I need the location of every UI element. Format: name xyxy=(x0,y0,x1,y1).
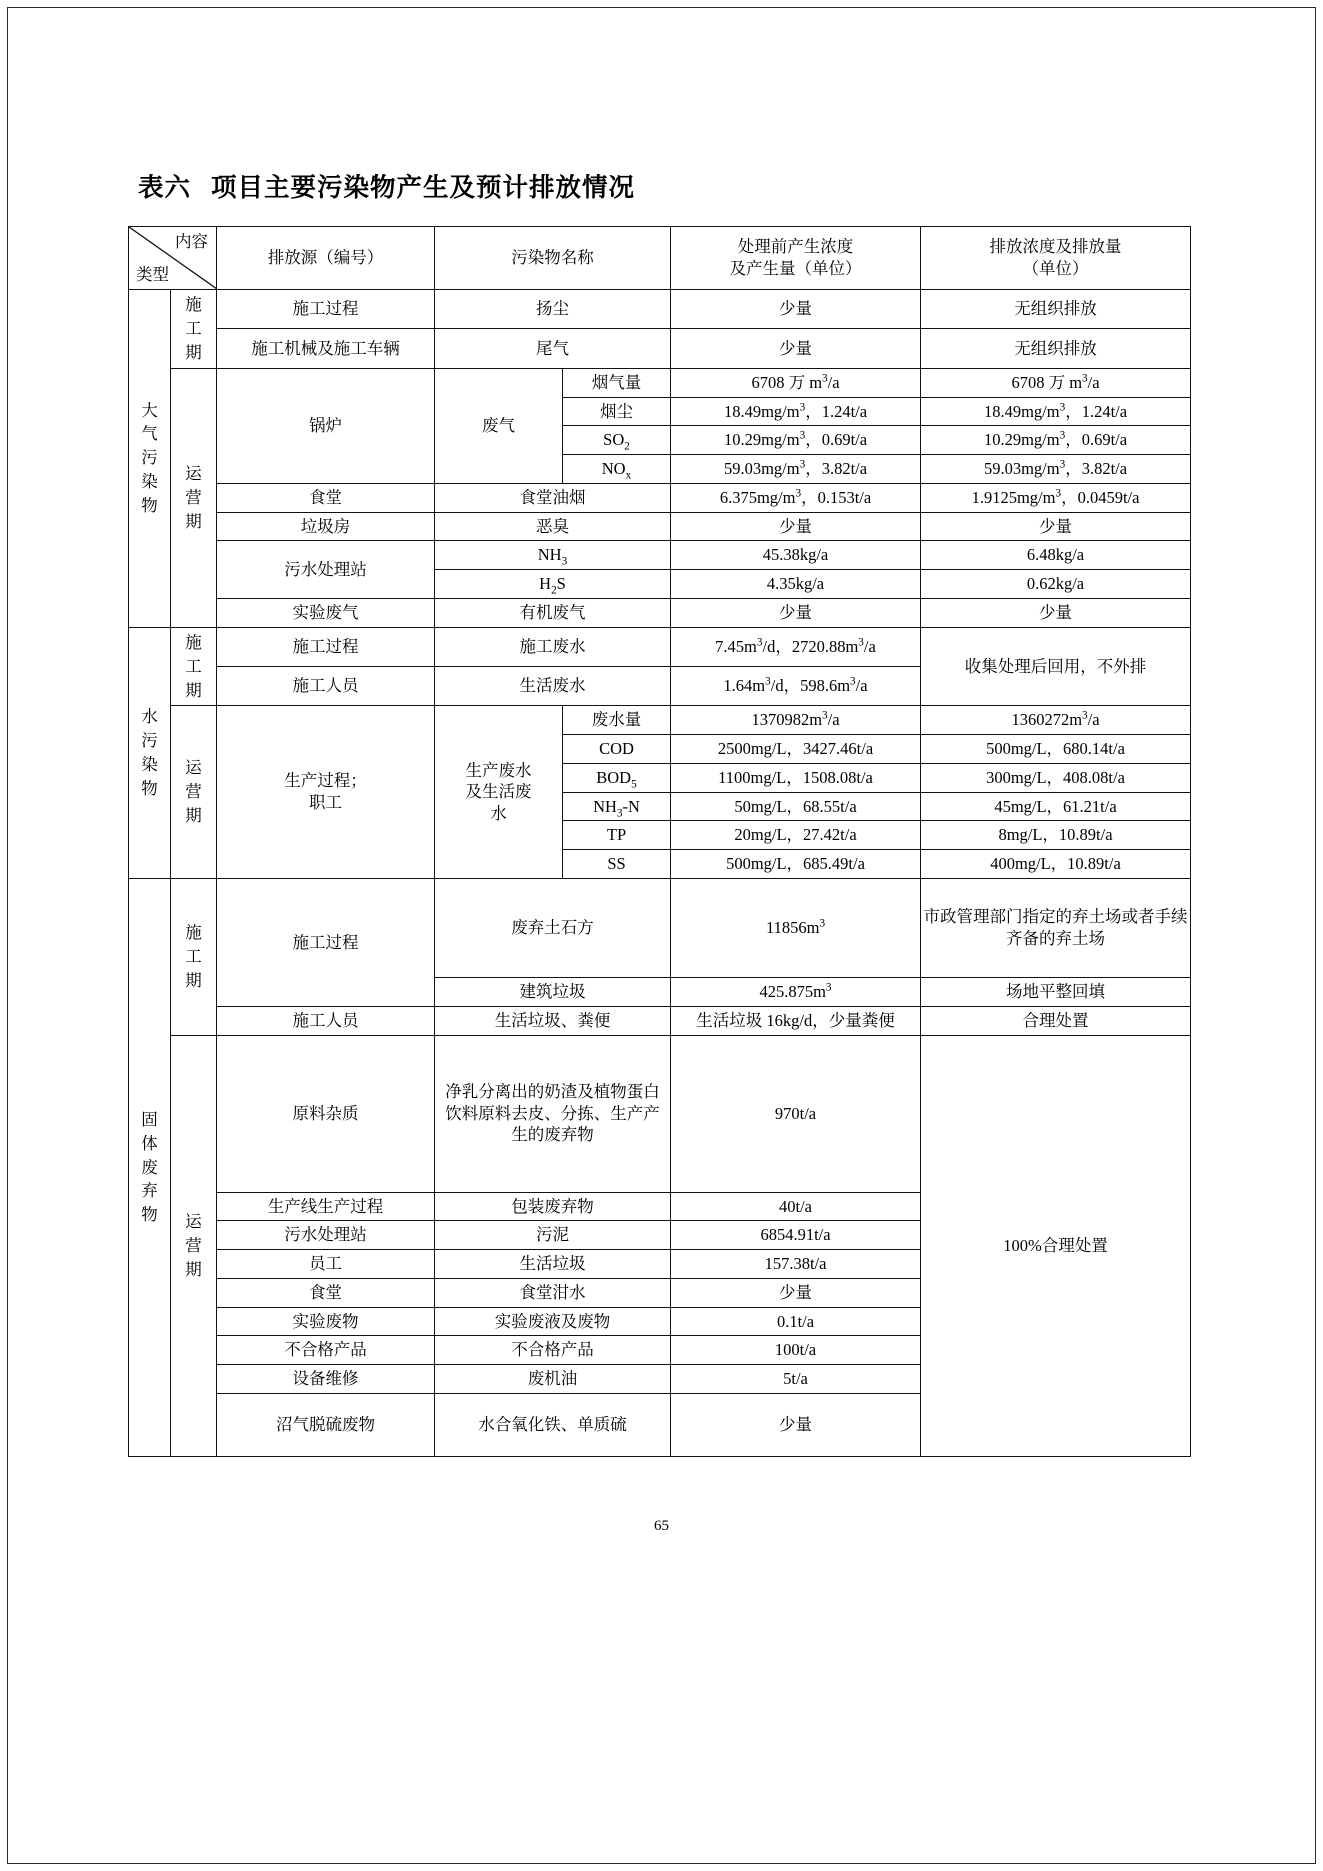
cell-pollutant: 尾气 xyxy=(435,329,671,368)
phase-water-construction-label: 施 工 期 xyxy=(185,632,202,700)
cell-pollutant-item: COD xyxy=(563,735,671,764)
phase-solid-construction xyxy=(171,879,217,1036)
cell-before: 0.1t/a xyxy=(671,1307,921,1336)
cell-after: 400mg/L，10.89t/a xyxy=(921,850,1191,879)
cell-source: 沼气脱硫废物 xyxy=(217,1393,435,1456)
table-row xyxy=(129,329,1191,368)
category-solid xyxy=(129,879,171,1457)
cell-pollutant-item: $SO_2$ xyxy=(563,426,671,455)
cell-after: 500mg/L，680.14t/a xyxy=(921,735,1191,764)
cell-after: 6708 万 $m^3/a$ xyxy=(921,368,1191,397)
phase-water-operation xyxy=(171,706,217,879)
cell-before: 少量 xyxy=(671,1278,921,1307)
cell-source: 实验废物 xyxy=(217,1307,435,1336)
table-header-row xyxy=(129,227,1191,290)
header-after xyxy=(921,227,1191,290)
cell-before: 少量 xyxy=(671,290,921,329)
cell-after-merged: 100%合理处置 xyxy=(921,1035,1191,1456)
category-air xyxy=(129,290,171,628)
cell-pollutant-item: 烟尘 xyxy=(563,397,671,426)
cell-after: 6.48kg/a xyxy=(921,541,1191,570)
cell-source: 施工过程 xyxy=(217,879,435,1007)
header-content-label: 内容 xyxy=(175,232,208,251)
category-water-label: 水 污 染 物 xyxy=(141,706,158,798)
cell-before: 50mg/L，68.55t/a xyxy=(671,792,921,821)
table-row xyxy=(129,627,1191,666)
cell-before: $11856m^3$ xyxy=(671,879,921,978)
cell-pollutant: $H_2S$ xyxy=(435,570,671,599)
category-solid-label: 固 体 废 弃 物 xyxy=(141,1109,158,1225)
cell-pollutant: 包装废弃物 xyxy=(435,1192,671,1221)
cell-source: 施工机械及施工车辆 xyxy=(217,329,435,368)
cell-pollutant: 食堂油烟 xyxy=(435,483,671,512)
cell-pollutant: 扬尘 xyxy=(435,290,671,329)
table-row xyxy=(129,706,1191,735)
cell-pollutant: 建筑垃圾 xyxy=(435,978,671,1007)
cell-pollutant-item: $BOD_5$ xyxy=(563,763,671,792)
cell-source: 食堂 xyxy=(217,483,435,512)
page-content xyxy=(128,168,1196,1457)
table-row xyxy=(129,483,1191,512)
cell-after: 45mg/L，61.21t/a xyxy=(921,792,1191,821)
cell-pollutant-item: SS xyxy=(563,850,671,879)
cell-before: $1370982m^3/a$ xyxy=(671,706,921,735)
cell-pollutant: 有机废气 xyxy=(435,598,671,627)
cell-source-production xyxy=(217,706,435,879)
cell-source: 施工人员 xyxy=(217,1006,435,1035)
header-source: 排放源（编号） xyxy=(217,227,435,290)
cell-source-boiler: 锅炉 xyxy=(217,368,435,483)
cell-pollutant-item: TP xyxy=(563,821,671,850)
cell-after: 市政管理部门指定的弃土场或者手续齐备的弃土场 xyxy=(921,879,1191,978)
cell-pollutant: 净乳分离出的奶渣及植物蛋白饮料原料去皮、分拣、生产产生的废弃物 xyxy=(435,1035,671,1192)
title-prefix: 表六 xyxy=(138,173,192,202)
page-number: 65 xyxy=(654,1518,669,1534)
cell-before: 20mg/L，27.42t/a xyxy=(671,821,921,850)
cell-before: $6.375mg/m^3$，0.153t/a xyxy=(671,483,921,512)
table-row xyxy=(129,368,1191,397)
cell-before: 500mg/L，685.49t/a xyxy=(671,850,921,879)
title-main: 项目主要污染物产生及预计排放情况 xyxy=(211,173,636,202)
cell-pollutant: 水合氧化铁、单质硫 xyxy=(435,1393,671,1456)
header-before xyxy=(671,227,921,290)
cell-source: 设备维修 xyxy=(217,1365,435,1394)
cell-source: 食堂 xyxy=(217,1278,435,1307)
group-line-1: 生产废水 xyxy=(465,760,532,780)
cell-pollutant: 施工废水 xyxy=(435,627,671,666)
cell-before: 45.38kg/a xyxy=(671,541,921,570)
header-pollutant: 污染物名称 xyxy=(435,227,671,290)
cell-pollutant: 食堂泔水 xyxy=(435,1278,671,1307)
table-row xyxy=(129,290,1191,329)
cell-after: $59.03mg/m^3$，3.82t/a xyxy=(921,455,1191,484)
cell-before: 6708 万 $m^3/a$ xyxy=(671,368,921,397)
cell-pollutant-item: 烟气量 xyxy=(563,368,671,397)
phase-air-construction xyxy=(171,290,217,369)
cell-before: 970t/a xyxy=(671,1035,921,1192)
cell-before: $18.49mg/m^3$，1.24t/a xyxy=(671,397,921,426)
cell-pollutant-group-waste-gas: 废气 xyxy=(435,368,563,483)
cell-before: 少量 xyxy=(671,329,921,368)
header-after-line1: 排放浓度及排放量 xyxy=(989,237,1122,257)
cell-before: 少量 xyxy=(671,598,921,627)
cell-before: 40t/a xyxy=(671,1192,921,1221)
cell-pollutant: 实验废液及废物 xyxy=(435,1307,671,1336)
table-row xyxy=(129,541,1191,570)
cell-source: 实验废气 xyxy=(217,598,435,627)
cell-pollutant: 不合格产品 xyxy=(435,1336,671,1365)
phase-water-operation-label: 运 营 期 xyxy=(185,758,202,826)
cell-source: 污水处理站 xyxy=(217,1221,435,1250)
cell-after: 合理处置 xyxy=(921,1006,1191,1035)
header-type-label: 类型 xyxy=(136,265,169,285)
cell-before: $1.64m^3/d$，$598.6m^3/a$ xyxy=(671,667,921,706)
cell-pollutant: 恶臭 xyxy=(435,512,671,541)
phase-water-construction xyxy=(171,627,217,706)
header-before-line1: 处理前产生浓度 xyxy=(737,237,854,257)
group-line-2: 及生活废 xyxy=(465,782,532,802)
cell-pollutant: 污泥 xyxy=(435,1221,671,1250)
cell-after: 无组织排放 xyxy=(921,290,1191,329)
category-air-label: 大 气 污 染 物 xyxy=(141,400,158,516)
cell-after: 300mg/L，408.08t/a xyxy=(921,763,1191,792)
cell-pollutant: 废弃土石方 xyxy=(435,879,671,978)
cell-after: 少量 xyxy=(921,598,1191,627)
cell-after: 无组织排放 xyxy=(921,329,1191,368)
cell-source: 员工 xyxy=(217,1250,435,1279)
phase-solid-operation xyxy=(171,1035,217,1456)
cell-source-line2: 职工 xyxy=(309,793,342,813)
cell-source: 施工过程 xyxy=(217,627,435,666)
cell-pollutant: 生活垃圾、粪便 xyxy=(435,1006,671,1035)
cell-before: 少量 xyxy=(671,1393,921,1456)
phase-air-construction-label: 施 工 期 xyxy=(185,295,202,362)
cell-after: 8mg/L，10.89t/a xyxy=(921,821,1191,850)
cell-source: 施工过程 xyxy=(217,290,435,329)
cell-after: 少量 xyxy=(921,512,1191,541)
cell-before: 2500mg/L，3427.46t/a xyxy=(671,735,921,764)
header-after-line2: （单位） xyxy=(1022,259,1089,278)
cell-source: 不合格产品 xyxy=(217,1336,435,1365)
cell-source: 垃圾房 xyxy=(217,512,435,541)
cell-pollutant: 废机油 xyxy=(435,1365,671,1394)
cell-before: 少量 xyxy=(671,512,921,541)
cell-before: $10.29mg/m^3$，0.69t/a xyxy=(671,426,921,455)
table-row xyxy=(129,1006,1191,1035)
phase-solid-operation-label: 运 营 期 xyxy=(185,1211,202,1279)
cell-before: 1100mg/L，1508.08t/a xyxy=(671,763,921,792)
cell-source: 生产线生产过程 xyxy=(217,1192,435,1221)
table-row xyxy=(129,1035,1191,1192)
cell-after: $10.29mg/m^3$，0.69t/a xyxy=(921,426,1191,455)
cell-after-merged: 收集处理后回用，不外排 xyxy=(921,627,1191,706)
page-title xyxy=(138,168,1196,204)
header-corner-cell xyxy=(129,227,217,290)
cell-pollutant-item: $NH_3-N$ xyxy=(563,792,671,821)
cell-pollutant: 生活废水 xyxy=(435,667,671,706)
header-before-line2: 及产生量（单位） xyxy=(729,259,862,278)
table-row xyxy=(129,598,1191,627)
table-row xyxy=(129,879,1191,978)
cell-before: 生活垃圾 16kg/d，少量粪便 xyxy=(671,1006,921,1035)
category-water xyxy=(129,627,171,878)
cell-after: 场地平整回填 xyxy=(921,978,1191,1007)
cell-before: 4.35kg/a xyxy=(671,570,921,599)
cell-before: $7.45m^3/d$，$2720.88m^3/a$ xyxy=(671,627,921,666)
cell-before: $425.875m^3$ xyxy=(671,978,921,1007)
cell-source-line1: 生产过程； xyxy=(284,771,367,791)
cell-source-wwtp: 污水处理站 xyxy=(217,541,435,599)
cell-pollutant-group-wastewater xyxy=(435,706,563,879)
cell-pollutant-item: $NO_x$ xyxy=(563,455,671,484)
cell-source: 施工人员 xyxy=(217,667,435,706)
cell-pollutant-item: 废水量 xyxy=(563,706,671,735)
cell-before: 5t/a xyxy=(671,1365,921,1394)
phase-air-operation xyxy=(171,368,217,627)
phase-solid-construction-label: 施 工 期 xyxy=(185,922,202,990)
cell-pollutant: $NH_3$ xyxy=(435,541,671,570)
cell-before: $59.03mg/m^3$，3.82t/a xyxy=(671,455,921,484)
cell-after: $1.9125mg/m^3$，0.0459t/a xyxy=(921,483,1191,512)
cell-before: 157.38t/a xyxy=(671,1250,921,1279)
group-line-3: 水 xyxy=(490,804,507,824)
cell-after: 0.62kg/a xyxy=(921,570,1191,599)
cell-before: 100t/a xyxy=(671,1336,921,1365)
cell-after: $18.49mg/m^3$，1.24t/a xyxy=(921,397,1191,426)
cell-pollutant: 生活垃圾 xyxy=(435,1250,671,1279)
pollutant-summary-table xyxy=(128,226,1191,1457)
cell-source: 原料杂质 xyxy=(217,1035,435,1192)
phase-air-operation-label: 运 营 期 xyxy=(185,463,202,531)
table-row xyxy=(129,512,1191,541)
cell-before: 6854.91t/a xyxy=(671,1221,921,1250)
cell-after: $1360272m^3/a$ xyxy=(921,706,1191,735)
